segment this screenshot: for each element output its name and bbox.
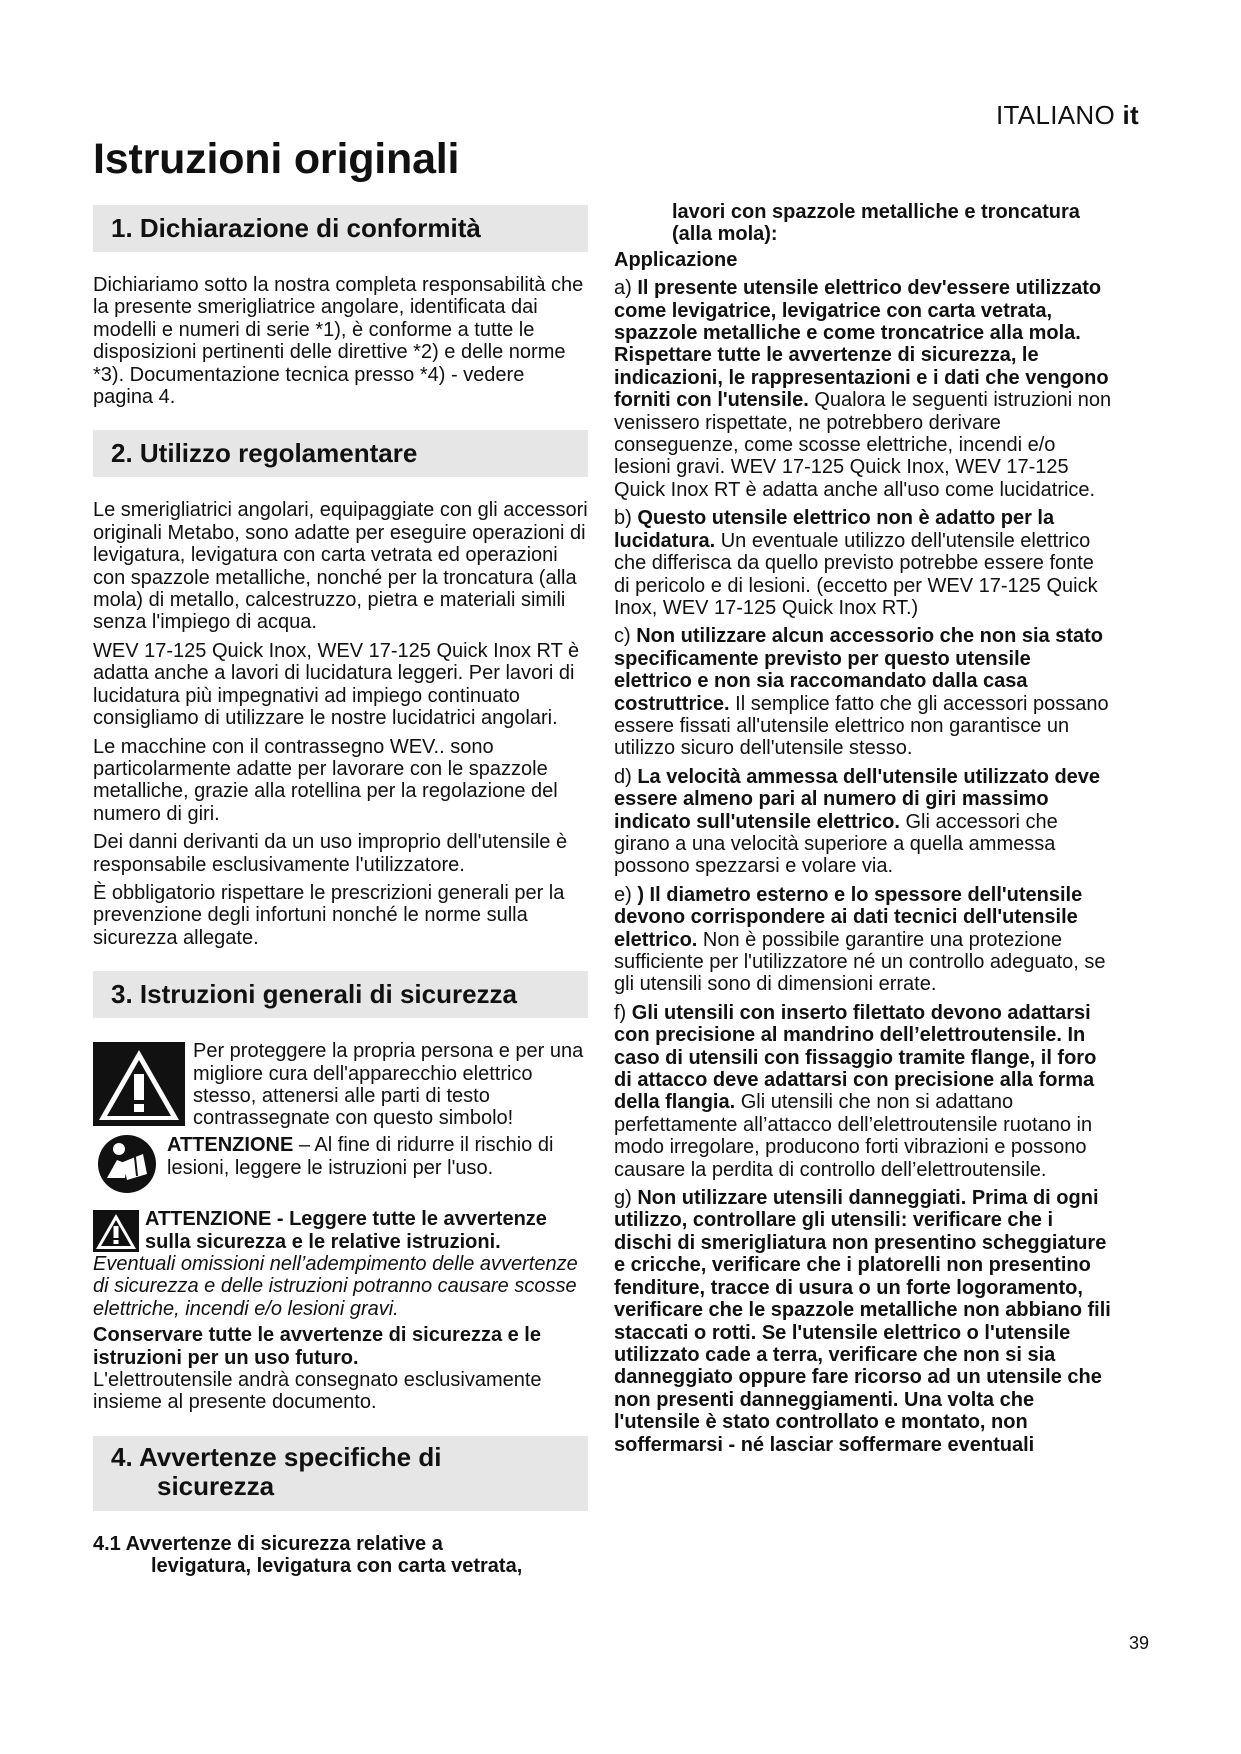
keep-instructions-text: L'elettroutensile andrà consegnato esclusivamente insieme al presente documento. bbox=[93, 1369, 542, 1414]
attention-1-label: ATTENZIONE bbox=[167, 1134, 294, 1157]
keep-instructions-bold: Conservare tutte le avvertenze di sicurezza e le istruzioni per un uso futuro. bbox=[93, 1324, 541, 1369]
item-b-bold: Questo utensile elettrico non è adatto per la lucidatura. bbox=[614, 507, 1055, 552]
item-c: c) Non utilizzare alcun accessorio che non sia stato specificamente previsto per questo utensile elettrico e non sia raccomandato dalla casa costruttrice. Il semplice fatto che gli accessori possano essere fissati all'utensile elettrico non garantisce un utilizzo sicuro dell'utensile stesso. bbox=[614, 625, 1109, 760]
section-1-heading: 1. Dichiarazione di conformità bbox=[93, 205, 588, 252]
section-3-heading: 3. Istruzioni generali di sicurezza bbox=[93, 971, 588, 1018]
keep-instructions bbox=[93, 1324, 588, 1414]
attention-1-text bbox=[167, 1134, 588, 1179]
attention-2-italic: Eventuali omissioni nell’adempimento delle avvertenze di sicurezza e delle istruzioni potranno causare scosse elettriche, incendi e/o lesioni gravi. bbox=[93, 1252, 578, 1320]
item-b-text: Un eventuale utilizzo dell'utensile elettrico che differisca da quello previsto potrebbe essere fonte di pericolo e di lesioni. (eccetto per WEV 17-125 Quick Inox, WEV 17-125 Quick Inox RT.) bbox=[614, 529, 1098, 619]
item-g-bold: Non utilizzare utensili danneggiati. Prima di ogni utilizzo, controllare gli utensili: verificare che i dischi di smerigliatura non presentino scheggiature e cricche, verificare che i platorelli non presentino fenditure, tracce di usura o un forte logoramento, verificare che le spazzole metalliche non abbiano fili staccati o rotti. Se l'utensile elettrico o l'utensile utilizzato cade a terra, verificare che non si sia danneggiato oppure fare ricorso ad un utensile che non presenti danneggiamenti. Una volta che l'utensile è stato controllato e montato, non soffermarsi - né lasciar soffermare eventuali bbox=[614, 1187, 1111, 1456]
right-column bbox=[614, 201, 1114, 1462]
item-e-text: Non è possibile garantire una protezione sufficiente per l'utilizzatore né un controllo adeguato, se gli utensili sono di dimensioni errate. bbox=[614, 928, 1106, 996]
section-4-heading bbox=[93, 1436, 588, 1511]
language-label bbox=[996, 100, 1139, 131]
section-2-paragraph-3: Le macchine con il contrassegno WEV.. sono particolarmente adatte per lavorare con le spazzole metalliche, grazie alla rotellina per la regolazione del numero di giri. bbox=[93, 735, 558, 825]
attention-1-body: – Al fine di ridurre il rischio di lesioni, leggere le istruzioni per l'uso. bbox=[167, 1134, 554, 1179]
section-2-paragraph-5: È obbligatorio rispettare le prescrizioni generali per la prevenzione degli infortuni nonché le norme sulla sicurezza allegate. bbox=[93, 881, 565, 949]
attention-read-manual bbox=[93, 1134, 588, 1194]
item-d-text: Gli accessori che girano a una velocità superiore a quella ammessa possono spezzarsi e volare via. bbox=[614, 810, 1058, 878]
item-f-text: Gli utensili che non si adattano perfettamente all’attacco dell’elettroutensile ruotano in modo irregolare, producono forti vibrazioni e possono causare la perdita di controllo dell’elettroutensile. bbox=[614, 1091, 1093, 1181]
item-e: e) ) Il diametro esterno e lo spessore dell'utensile devono corrispondere ai dati tecnici dell'utensile elettrico. Non è possibile garantire una protezione sufficiente per l'utilizzatore né un controllo adeguato, se gli utensili sono di dimensioni errate. bbox=[614, 883, 1106, 996]
section-1-text: Dichiariamo sotto la nostra completa responsabilità che la presente smerigliatrice angolare, identificata dai modelli e numeri di serie *1), è conforme a tutte le disposizioni pertinenti delle direttive *2) e delle norme *3). Documentazione tecnica presso *4) - vedere pagina 4. bbox=[93, 274, 584, 409]
item-a: a) Il presente utensile elettrico dev'essere utilizzato come levigatrice, levigatrice con carta vetrata, spazzole metalliche e come troncatrice alla mola. Rispettare tutte le avvertenze di sicurezza, le indicazioni, le rappresentazioni e i dati che vengono forniti con l'utensile. Qualora le seguenti istruzioni non venissero rispettate, ne potrebbero derivare conseguenze, come scosse elettriche, incendi e/o lesioni gravi. WEV 17-125 Quick Inox, WEV 17-125 Quick Inox RT è adatta anche all'uso come lucidatrice. bbox=[614, 277, 1112, 501]
subsection-4-1-continued: lavori con spazzole metalliche e troncatura (alla mola): bbox=[672, 201, 1080, 246]
item-c-text: Il semplice fatto che gli accessori possano essere fissati all'utensile elettrico non garantisce un utilizzo sicuro dell'utensile stesso. bbox=[614, 692, 1109, 760]
section-2-heading: 2. Utilizzo regolamentare bbox=[93, 430, 588, 477]
item-f-bold: Gli utensili con inserto filettato devono adattarsi con precisione al mandrino dell’elettroutensile. In caso di utensili con fissaggio tramite flange, il foro di attacco deve adattarsi con precisione alla forma della flangia. bbox=[614, 1001, 1097, 1114]
item-a-bold: Il presente utensile elettrico dev'essere utilizzato come levigatrice, levigatrice con carta vetrata, spazzole metalliche e come troncatrice alla mola. Rispettare tutte le avvertenze di sicurezza, le indicazioni, le rappresentazioni e i dati che vengono forniti con l'utensile. bbox=[614, 277, 1109, 412]
section-4-heading-line-1: 4. Avvertenze specifiche di bbox=[111, 1441, 442, 1472]
subsection-4-1-heading bbox=[93, 1533, 588, 1578]
document-title: Istruzioni originali bbox=[93, 135, 460, 183]
attention-read-warnings bbox=[93, 1208, 588, 1320]
item-f: f) Gli utensili con inserto filettato devono adattarsi con precisione al mandrino dell’elettroutensile. In caso di utensili con fissaggio tramite flange, il foro di attacco deve adattarsi con precisione alla forma della flangia. Gli utensili che non si adattano perfettamente all’attacco dell’elettroutensile ruotano in modo irregolare, producono forti vibrazioni e possono causare la perdita di controllo dell’elettroutensile. bbox=[614, 1001, 1097, 1181]
subsection-4-1-line-1: 4.1 Avvertenze di sicurezza relative a bbox=[93, 1532, 443, 1555]
warning-triangle-icon bbox=[93, 1042, 185, 1126]
subsection-4-1-line-2: levigatura, levigatura con carta vetrata, bbox=[151, 1555, 523, 1578]
application-heading: Applicazione bbox=[614, 248, 738, 271]
item-d-bold: La velocità ammessa dell'utensile utilizzato deve essere almeno pari al numero di giri massimo indicato sull'utensile elettrico. bbox=[614, 765, 1101, 833]
warning-triangle-small-icon bbox=[93, 1210, 139, 1252]
item-e-bold: ) Il diametro esterno e lo spessore dell'utensile devono corrispondere ai dati tecnici dell'utensile elettrico. bbox=[614, 883, 1083, 951]
item-g: g) Non utilizzare utensili danneggiati. Prima di ogni utilizzo, controllare gli utensili: verificare che i dischi di smerigliatura non presentino scheggiature e cricche, verificare che i platorelli non presentino fenditure, tracce di usura o un forte logoramento, verificare che le spazzole metalliche non abbiano fili staccati o rotti. Se l'utensile elettrico o l'utensile utilizzato cade a terra, verificare che non si sia danneggiato oppure fare ricorso ad un utensile che non presenti danneggiamenti. Una volta che l'utensile è stato controllato e montato, non soffermarsi - né lasciar soffermare eventuali bbox=[614, 1187, 1111, 1456]
section-2-paragraph-1: Le smerigliatrici angolari, equipaggiate con gli accessori originali Metabo, sono adatte per eseguire operazioni di levigatura, levigatura con carta vetrata ed operazioni con spazzole metalliche, nonché per la troncatura (alla mola) di metallo, calcestruzzo, pietra e materiali simili senza l'impiego di acqua. bbox=[93, 499, 588, 634]
left-column bbox=[93, 205, 588, 1578]
attention-2-heading: ATTENZIONE - Leggere tutte le avvertenze sulla sicurezza e le relative istruzioni. bbox=[145, 1208, 547, 1253]
section-4-heading-line-2: sicurezza bbox=[157, 1470, 275, 1501]
language-name: ITALIANO bbox=[996, 100, 1115, 130]
item-a-text: Qualora le seguenti istruzioni non venissero rispettate, ne potrebbero derivare conseguenze, come scosse elettriche, incendi e/o lesioni gravi. WEV 17-125 Quick Inox, WEV 17-125 Quick Inox RT è adatta anche all'uso come lucidatrice. bbox=[614, 389, 1112, 501]
page-number: 39 bbox=[1128, 1633, 1149, 1653]
symbol-explanation bbox=[93, 1040, 588, 1130]
read-manual-icon bbox=[93, 1134, 163, 1194]
item-c-bold: Non utilizzare alcun accessorio che non sia stato specificamente previsto per questo utensile elettrico e non sia raccomandato dalla casa costruttrice. bbox=[614, 625, 1104, 715]
item-d: d) La velocità ammessa dell'utensile utilizzato deve essere almeno pari al numero di giri massimo indicato sull'utensile elettrico. Gli accessori che girano a una velocità superiore a quella ammessa possono spezzarsi e volare via. bbox=[614, 765, 1101, 878]
language-code: it bbox=[1122, 100, 1139, 130]
section-2-paragraph-4: Dei danni derivanti da un uso improprio dell'utensile è responsabile esclusivamente l'utilizzatore. bbox=[93, 831, 568, 876]
symbol-explanation-text: Per proteggere la propria persona e per una migliore cura dell'apparecchio elettrico stesso, attenersi alle parti di testo contrassegnate con questo simbolo! bbox=[193, 1040, 584, 1130]
item-b: b) Questo utensile elettrico non è adatto per la lucidatura. Un eventuale utilizzo dell'utensile elettrico che differisca da quello previsto potrebbe essere fonte di pericolo e di lesioni. (eccetto per WEV 17-125 Quick Inox, WEV 17-125 Quick Inox RT.) bbox=[614, 507, 1098, 619]
section-2-paragraph-2: WEV 17-125 Quick Inox, WEV 17-125 Quick Inox RT è adatta anche a lavori di lucidatura leggeri. Per lavori di lucidatura più impegnativi ad impiego continuato consigliamo di utilizzare le nostre lucidatrici angolari. bbox=[93, 639, 580, 730]
